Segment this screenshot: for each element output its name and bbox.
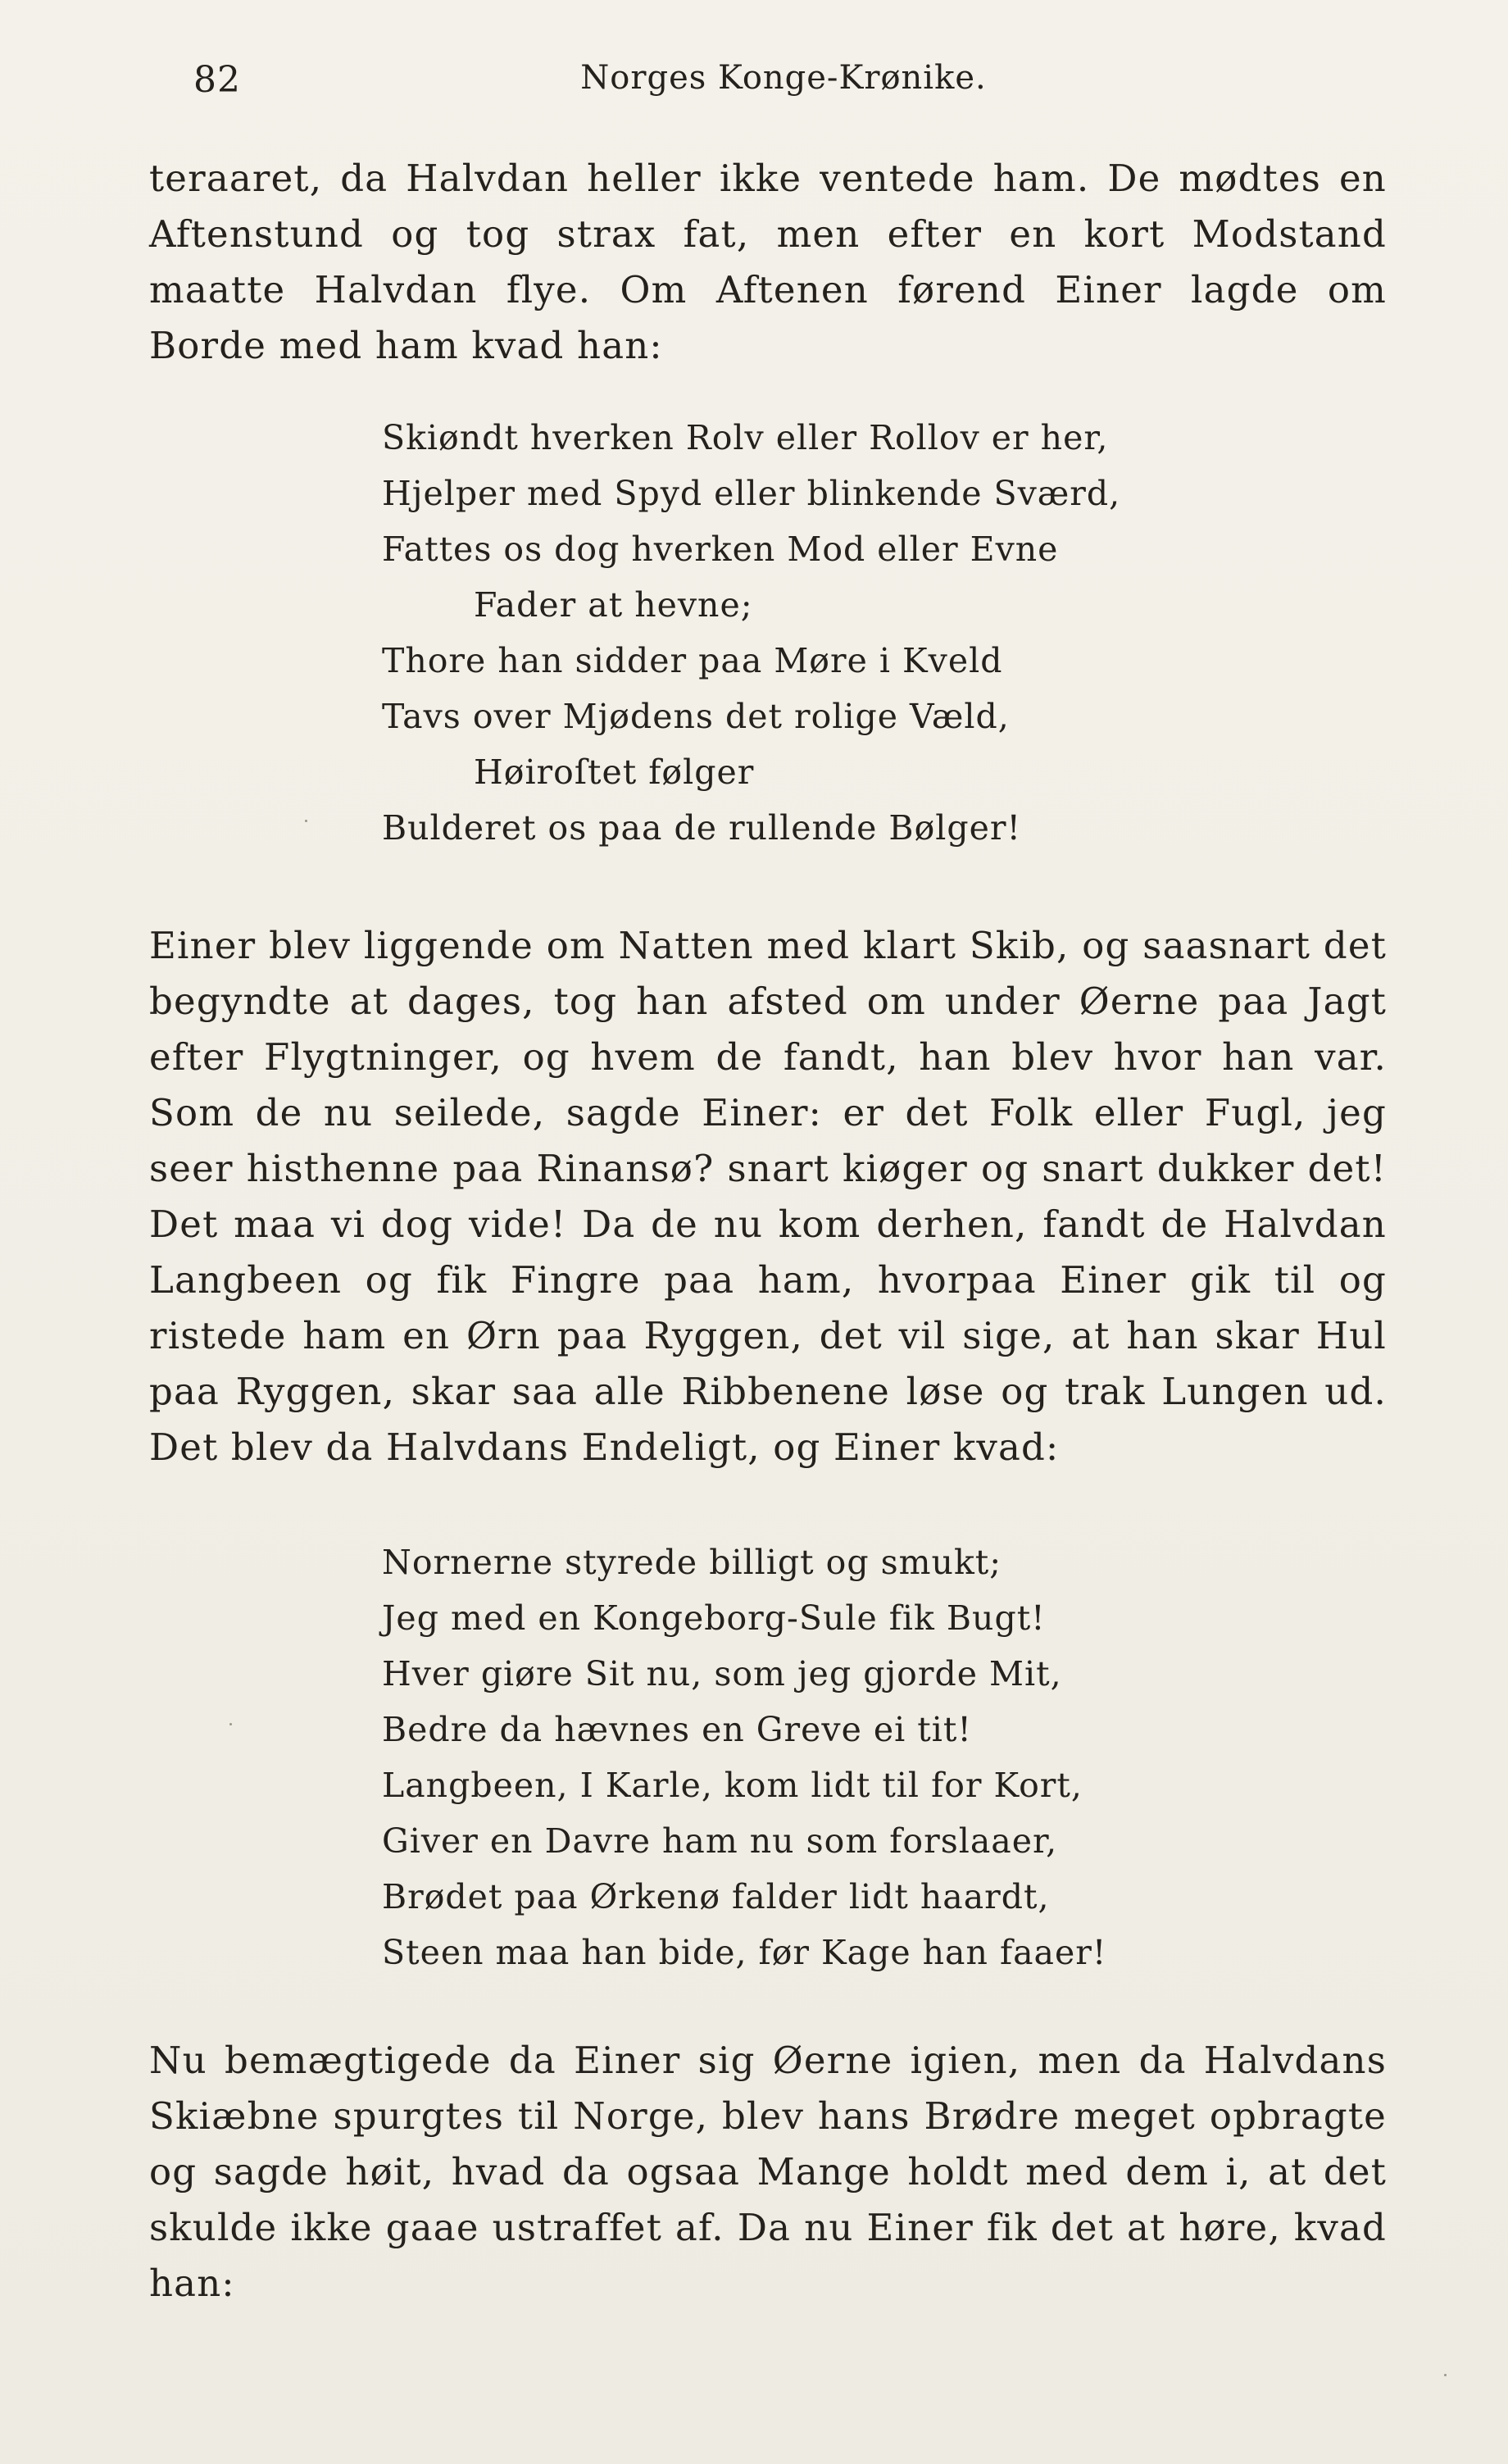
verse-line: Fattes os dog hverken Mod eller Evne [382, 530, 1059, 569]
verse-line: Jeg med en Kongeborg-Sule fik Bugt! [382, 1598, 1046, 1638]
verse-line: Skiøndt hverken Rolv eller Rollov er her, [382, 418, 1109, 457]
paragraph-1 [149, 151, 1387, 374]
verse-line: Hjelper med Spyd eller blinkende Sværd, [382, 474, 1121, 513]
verse-line: Steen maa han bide, før Kage han faaer! [382, 1933, 1107, 1972]
verse-line: Langbeen, I Karle, kom lidt til for Kort, [382, 1766, 1083, 1805]
paragraph-2 [149, 918, 1387, 1475]
paragraph-text: teraaret, da Halvdan heller ikke ventede ham. De mødtes en Aftenstund og tog strax fat, men efter en kort Modstand maatte Halvdan flye. Om Aftenen førend Einer lagde om Borde med ham kvad han: [149, 157, 1387, 367]
page-number: 82 [193, 59, 241, 101]
verse-line: Brødet paa Ørkenø falder lidt haardt, [382, 1877, 1050, 1916]
verse-stanza-1 [382, 410, 1324, 856]
verse-line: Hver giøre Sit nu, som jeg gjorde Mit, [382, 1654, 1062, 1693]
paragraph-text: Einer blev liggende om Natten med klart Skib, og saasnart det begyndte at dages, tog han afsted om under Øerne paa Jagt efter Flygtninger, og hvem de fandt, han blev hvor han var. Som de nu seilede, sagde Einer: er det Folk eller Fugl, jeg seer histhenne paa Rinansø? snart kiøger og snart dukker det! Det maa vi dog vide! Da de nu kom derhen, fandt de Halvdan Langbeen og fik Fingre paa ham, hvorpaa Einer gik til og ristede ham en Ørn paa Ryggen, det vil sige, at han skar Hul paa Ryggen, skar saa alle Ribbenene løse og trak Lungen ud. Det blev da Halvdans Endeligt, og Einer kvad: [149, 924, 1387, 1469]
verse-line: Høiroſtet følger [474, 752, 755, 792]
verse-line: Tavs over Mjødens det rolige Væld, [382, 697, 1010, 736]
verse-line: Nornerne styrede billigt og smukt; [382, 1543, 1002, 1582]
paragraph-3 [149, 2033, 1387, 2312]
verse-line: Fader at hevne; [474, 585, 753, 625]
verse-stanza-2 [382, 1534, 1324, 1980]
verse-line: Thore han sidder paa Møre i Kveld [382, 641, 1003, 680]
paper-speck [305, 820, 307, 822]
running-title: Norges Konge-Krønike. [580, 59, 987, 97]
verse-line: Bedre da hævnes en Greve ei tit! [382, 1710, 972, 1749]
paper-speck [229, 1723, 232, 1725]
paragraph-text: Nu bemægtigede da Einer sig Øerne igien, men da Halvdans Skiæbne spurgtes til Norge, blev hans Brødre meget opbragte og sagde høit, hvad da ogsaa Mange holdt med dem i, at det skulde ikke gaae ustraffet af. Da nu Einer fik det at høre, kvad han: [149, 2039, 1387, 2305]
verse-line: Bulderet os paa de rullende Bølger! [382, 808, 1021, 848]
verse-line: Giver en Davre ham nu som forslaaer, [382, 1821, 1058, 1861]
paper-speck [1444, 2374, 1447, 2376]
page-header [193, 59, 1390, 108]
